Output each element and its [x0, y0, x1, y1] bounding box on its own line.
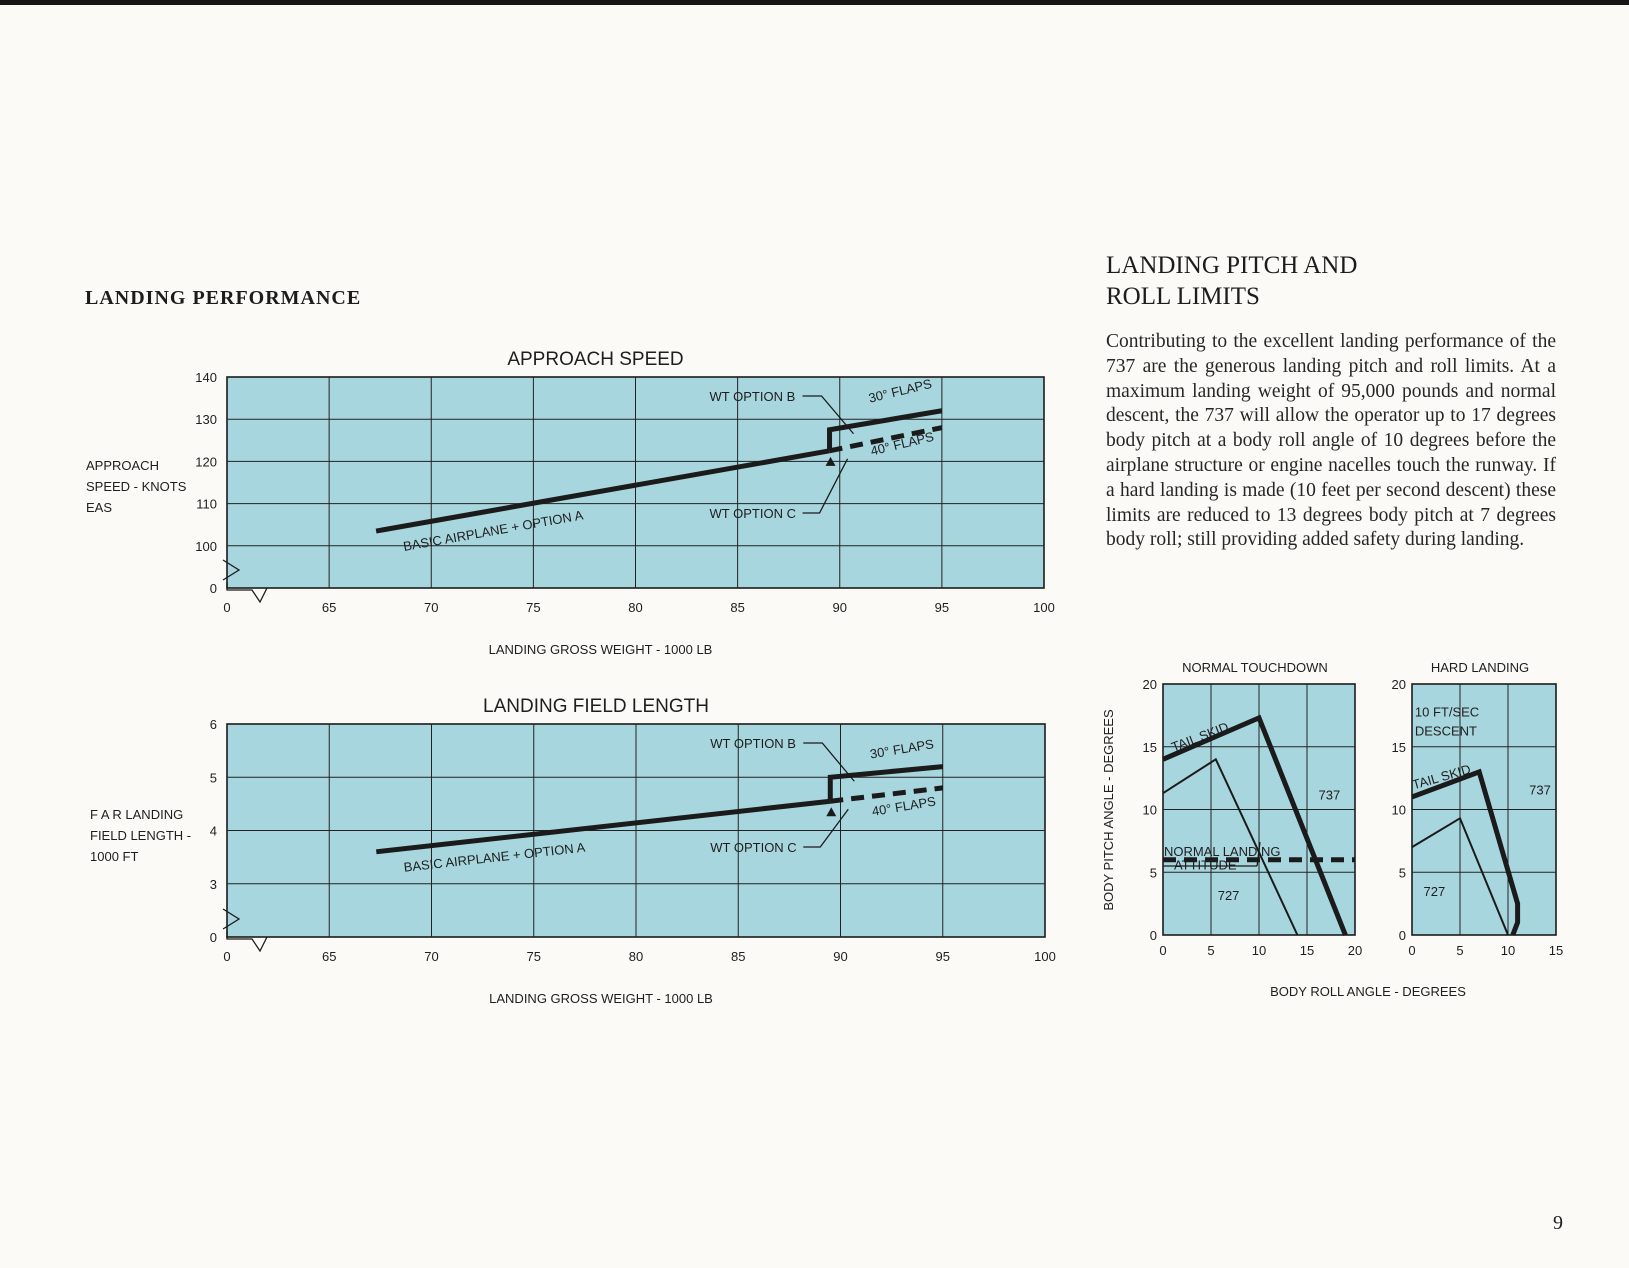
y-axis-label: APPROACH	[86, 458, 159, 473]
y-tick-label: 5	[1398, 865, 1406, 881]
x-tick-label: 80	[628, 949, 644, 964]
y-tick-label: 110	[196, 496, 217, 512]
label-40-flaps: 40° FLAPS	[869, 428, 936, 459]
label-30-flaps: 30° FLAPS	[868, 736, 935, 762]
label-wt-option-c: WT OPTION C	[710, 840, 797, 855]
x-tick-label: 15	[1299, 943, 1315, 958]
label-wt-option-b: WT OPTION B	[710, 736, 796, 751]
y-tick-label: 10	[1391, 802, 1406, 818]
page-number: 9	[1553, 1212, 1563, 1234]
chart-title: NORMAL TOUCHDOWN	[1182, 660, 1328, 675]
label-basic-airplane: BASIC AIRPLANE + OPTION A	[402, 507, 585, 554]
x-tick-label: 70	[424, 949, 439, 964]
x-tick-label: 95	[935, 949, 950, 964]
label-wt-option-c: WT OPTION C	[709, 506, 796, 521]
x-tick-label: 0	[223, 949, 231, 964]
label-737: 737	[1318, 787, 1341, 803]
x-axis-label: BODY ROLL ANGLE - DEGREES	[1270, 984, 1466, 999]
y-tick-label: 0	[1149, 928, 1157, 943]
label-descent-2: DESCENT	[1414, 723, 1478, 739]
x-tick-label: 85	[730, 600, 745, 615]
y-tick-label: 130	[195, 412, 217, 428]
y-axis-label: BODY PITCH ANGLE - DEGREES	[1101, 709, 1116, 911]
y-axis-label: EAS	[86, 500, 113, 515]
y-tick-label: 100	[195, 538, 217, 554]
x-tick-label: 70	[424, 600, 439, 615]
x-tick-label: 5	[1207, 943, 1215, 958]
section-title: LANDING PERFORMANCE	[85, 287, 362, 309]
x-axis-label: LANDING GROSS WEIGHT - 1000 LB	[489, 991, 713, 1006]
x-tick-label: 15	[1548, 943, 1564, 958]
x-tick-label: 100	[1034, 949, 1056, 964]
label-attitude: ATTITUDE	[1173, 857, 1237, 873]
x-tick-label: 75	[526, 600, 541, 615]
y-tick-label: 0	[209, 930, 217, 945]
label-727: 727	[1217, 887, 1240, 903]
y-tick-label: 10	[1142, 802, 1157, 818]
label-wt-option-b: WT OPTION B	[709, 389, 796, 404]
y-tick-label: 15	[1142, 739, 1157, 755]
y-tick-label: 3	[209, 876, 217, 892]
label-basic-airplane: BASIC AIRPLANE + OPTION A	[402, 839, 586, 875]
side-title	[1106, 250, 1357, 312]
x-tick-label: 90	[833, 949, 848, 964]
x-tick-label: 10	[1500, 943, 1516, 958]
chart-title: APPROACH SPEED	[507, 349, 684, 370]
y-axis-label: 1000 FT	[90, 849, 139, 864]
x-tick-label: 65	[321, 600, 337, 615]
label-descent-1: 10 FT/SEC	[1414, 704, 1480, 720]
y-axis-label: SPEED - KNOTS	[86, 479, 187, 494]
y-tick-label: 4	[209, 823, 217, 839]
x-tick-label: 0	[223, 600, 231, 615]
x-tick-label: 20	[1347, 943, 1363, 958]
x-tick-label: 10	[1251, 943, 1267, 958]
y-tick-label: 0	[209, 581, 217, 596]
x-tick-label: 85	[731, 949, 746, 964]
y-tick-label: 20	[1142, 677, 1157, 692]
x-tick-label: 65	[322, 949, 337, 964]
y-tick-label: 0	[1398, 928, 1406, 943]
label-tail-skid: TAIL SKID	[1410, 761, 1473, 793]
x-tick-label: 100	[1033, 600, 1055, 615]
y-tick-label: 6	[209, 717, 217, 732]
side-title-line-1: LANDING PITCH AND	[1106, 252, 1358, 279]
x-tick-label: 90	[832, 600, 847, 615]
x-tick-label: 0	[1159, 943, 1167, 958]
label-normal-landing: NORMAL LANDING	[1163, 843, 1281, 859]
y-tick-label: 120	[195, 454, 217, 470]
label-40-flaps: 40° FLAPS	[870, 793, 937, 819]
y-tick-label: 20	[1391, 677, 1406, 692]
label-737: 737	[1529, 782, 1551, 798]
x-tick-label: 95	[934, 600, 950, 615]
x-axis-label: LANDING GROSS WEIGHT - 1000 LB	[488, 642, 713, 657]
label-30-flaps: 30° FLAPS	[867, 375, 934, 406]
chart-title: LANDING FIELD LENGTH	[483, 696, 709, 717]
body-paragraph: Contributing to the excellent landing performance of the 737 are the generous landing pitch and roll limits. At a maximum landing weight of 95,000 pounds and normal descent, the 737 will allow the operator up to 17 degrees body pitch at a body roll angle of 10 degrees before the airplane structure or engine nacelles touch the runway. If a hard landing is made (10 feet per second descent) these limits are reduced to 13 degrees body pitch at 7 degrees body roll; still providing added safety during landing.	[1106, 331, 1556, 551]
side-title-line-2: ROLL LIMITS	[1106, 283, 1260, 310]
y-tick-label: 5	[1149, 865, 1157, 881]
x-tick-label: 75	[526, 949, 541, 964]
y-tick-label: 140	[195, 370, 217, 385]
label-tail-skid: TAIL SKID	[1169, 719, 1231, 755]
x-tick-label: 5	[1456, 943, 1464, 958]
y-tick-label: 5	[209, 770, 217, 786]
y-axis-label: F A R LANDING	[90, 807, 184, 822]
chart-title: HARD LANDING	[1430, 660, 1530, 675]
label-727: 727	[1423, 884, 1446, 900]
x-tick-label: 0	[1408, 943, 1416, 958]
y-tick-label: 15	[1391, 739, 1406, 755]
y-axis-label: FIELD LENGTH -	[90, 828, 192, 843]
x-tick-label: 80	[628, 600, 643, 615]
